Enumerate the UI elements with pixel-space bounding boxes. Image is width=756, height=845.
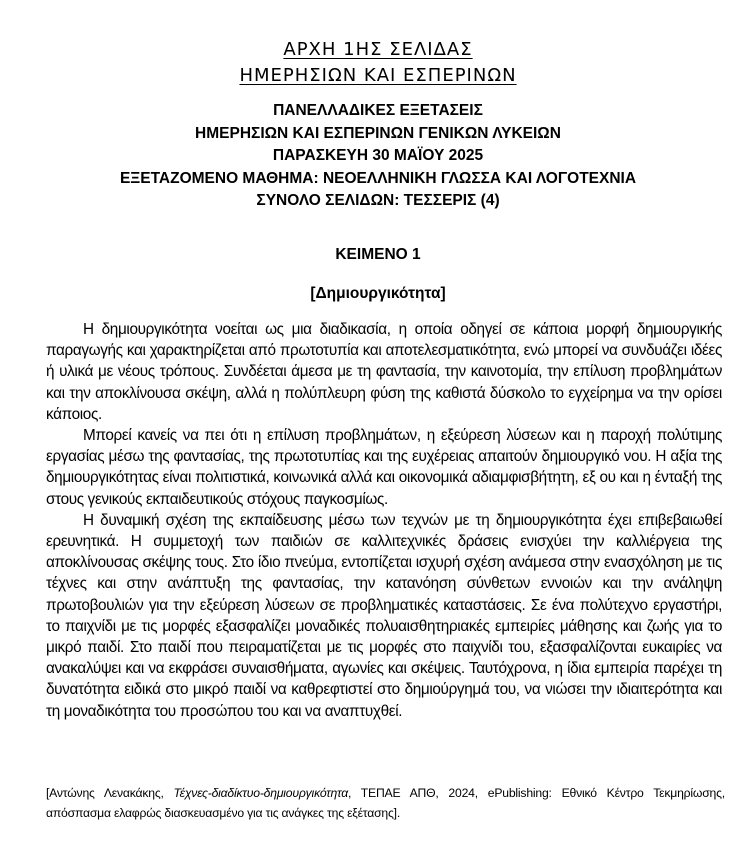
source-citation	[46, 784, 725, 823]
exam-date: ΠΑΡΑΣΚΕΥΗ 30 ΜΑΪΟΥ 2025	[272, 147, 484, 164]
page-start-label: ΑΡΧΗ 1ΗΣ ΣΕΛΙΔΑΣ	[283, 39, 473, 60]
school-level: ΗΜΕΡΗΣΙΩΝ ΚΑΙ ΕΣΠΕΡΙΝΩΝ ΓΕΝΙΚΩΝ ΛΥΚΕΙΩΝ	[195, 124, 561, 142]
exam-info-block	[0, 100, 756, 213]
paragraph-2: Μπορεί κανείς να πει ότι η επίλυση προβλημάτων, η εξεύρεση λύσεων και η παροχή πολύτιμης εργασίας μέσω της φαντασίας, της πρωτοτυπίας και της ευχέρειας απαιτούν δημιουργικό νου. Η αξία της δημιουργικότητας είναι πολιτιστικά, κοινωνικά αλλά και οικονομικά αδιαμφισβήτητη, εξ ου και η ένταξή της στους γενικούς εκπαιδευτικούς στόχους παγκοσμίως.	[46, 427, 722, 508]
exam-name: ΠΑΝΕΛΛΑΔΙΚΕΣ ΕΞΕΤΑΣΕΙΣ	[273, 102, 483, 119]
citation-work-title: Τέχνες-διαδίκτυο-δημιουργικότητα	[173, 786, 348, 800]
citation-author: [Αντώνης Λενακάκης,	[46, 786, 174, 800]
paragraph-1: Η δημιουργικότητα νοείται ως μια διαδικασία, η οποία οδηγεί σε κάποια μορφή δημιουργικής παραγωγής και χαρακτηρίζεται από πρωτοτυπία και αποτελεσματικότητα, ενώ μπορεί να συνδυάζει ιδέες ή υλικά με νέους τρόπους. Συνδέεται άμεσα με τη φαντασία, την καινοτομία, την επίλυση προβλημάτων και την αποκλίνουσα σκέψη, αλλά η πολύπλευρη φύση της καθιστά δύσκολο το εγχείρημα να την ορίσει κάποιος.	[46, 321, 722, 423]
school-type-header	[0, 65, 756, 86]
text-subtitle: [Δημιουργικότητα]	[310, 285, 446, 302]
page-count: ΣΥΝΟΛΟ ΣΕΛΙΔΩΝ: ΤΕΣΣΕΡΙΣ (4)	[256, 192, 500, 209]
exam-subject: ΕΞΕΤΑΖΟΜΕΝΟ ΜΑΘΗΜΑ: ΝΕΟΕΛΛΗΝΙΚΗ ΓΛΩΣΣΑ ΚΑΙ ΛΟΓΟΤΕΧΝΙΑ	[119, 169, 637, 187]
paragraph-3: Η δυναμική σχέση της εκπαίδευσης μέσω των τεχνών με τη δημιουργικότητα έχει επιβεβαιωθεί ερευνητικά. Η συμμετοχή των παιδιών σε καλλιτεχνικές δράσεις ενισχύει την καλλιέργεια της αποκλίνουσας σκέψης τους. Στο ίδιο πνεύμα, εντοπίζεται ισχυρή σχέση ανάμεσα στην ενασχόληση με τις τέχνες και στην ανάπτυξη της φαντασίας, την κατανόηση σύνθετων εννοιών και την ανάληψη πρωτοβουλιών για την εξεύρεση λύσεων σε προβληματικές καταστάσεις. Σε ένα πολύτεχνο εργαστήρι, το παιχνίδι με τις μορφές εξασφαλίζει μοναδικές πολυαισθητηριακές εμπειρίες μάθησης και ζωής για το μικρό παιδί. Στο παιδί που πειραματίζεται με τις μορφές στο παιχνίδι του, εξασφαλίζονται ευκαιρίες να ανακαλύψει και να εκφράσει συναισθήματα, αγωνίες και σκέψεις. Ταυτόχρονα, η ίδια εμπειρία παρέχει τη δυνατότητα ειδικά στο μικρό παιδί να καθρεφτιστεί στο δημιούργημά του, να νιώσει την ιδιαιτερότητα και τη μοναδικότητα του προσώπου του και να αναπτυχθεί.	[46, 511, 722, 720]
text-body	[46, 319, 722, 722]
text-title: ΚΕΙΜΕΝΟ 1	[335, 246, 421, 263]
page-start-header	[0, 39, 756, 60]
school-type-label: ΗΜΕΡΗΣΙΩΝ ΚΑΙ ΕΣΠΕΡΙΝΩΝ	[239, 65, 517, 86]
citation-details: , ΤΕΠΑΕ ΑΠΘ, 2024, ePublishing: Εθνικό Κέντρο Τεκμηρίωσης, απόσπασμα ελαφρώς διασκευασμένο για τις ανάγκες της εξέτασης].	[46, 786, 725, 820]
